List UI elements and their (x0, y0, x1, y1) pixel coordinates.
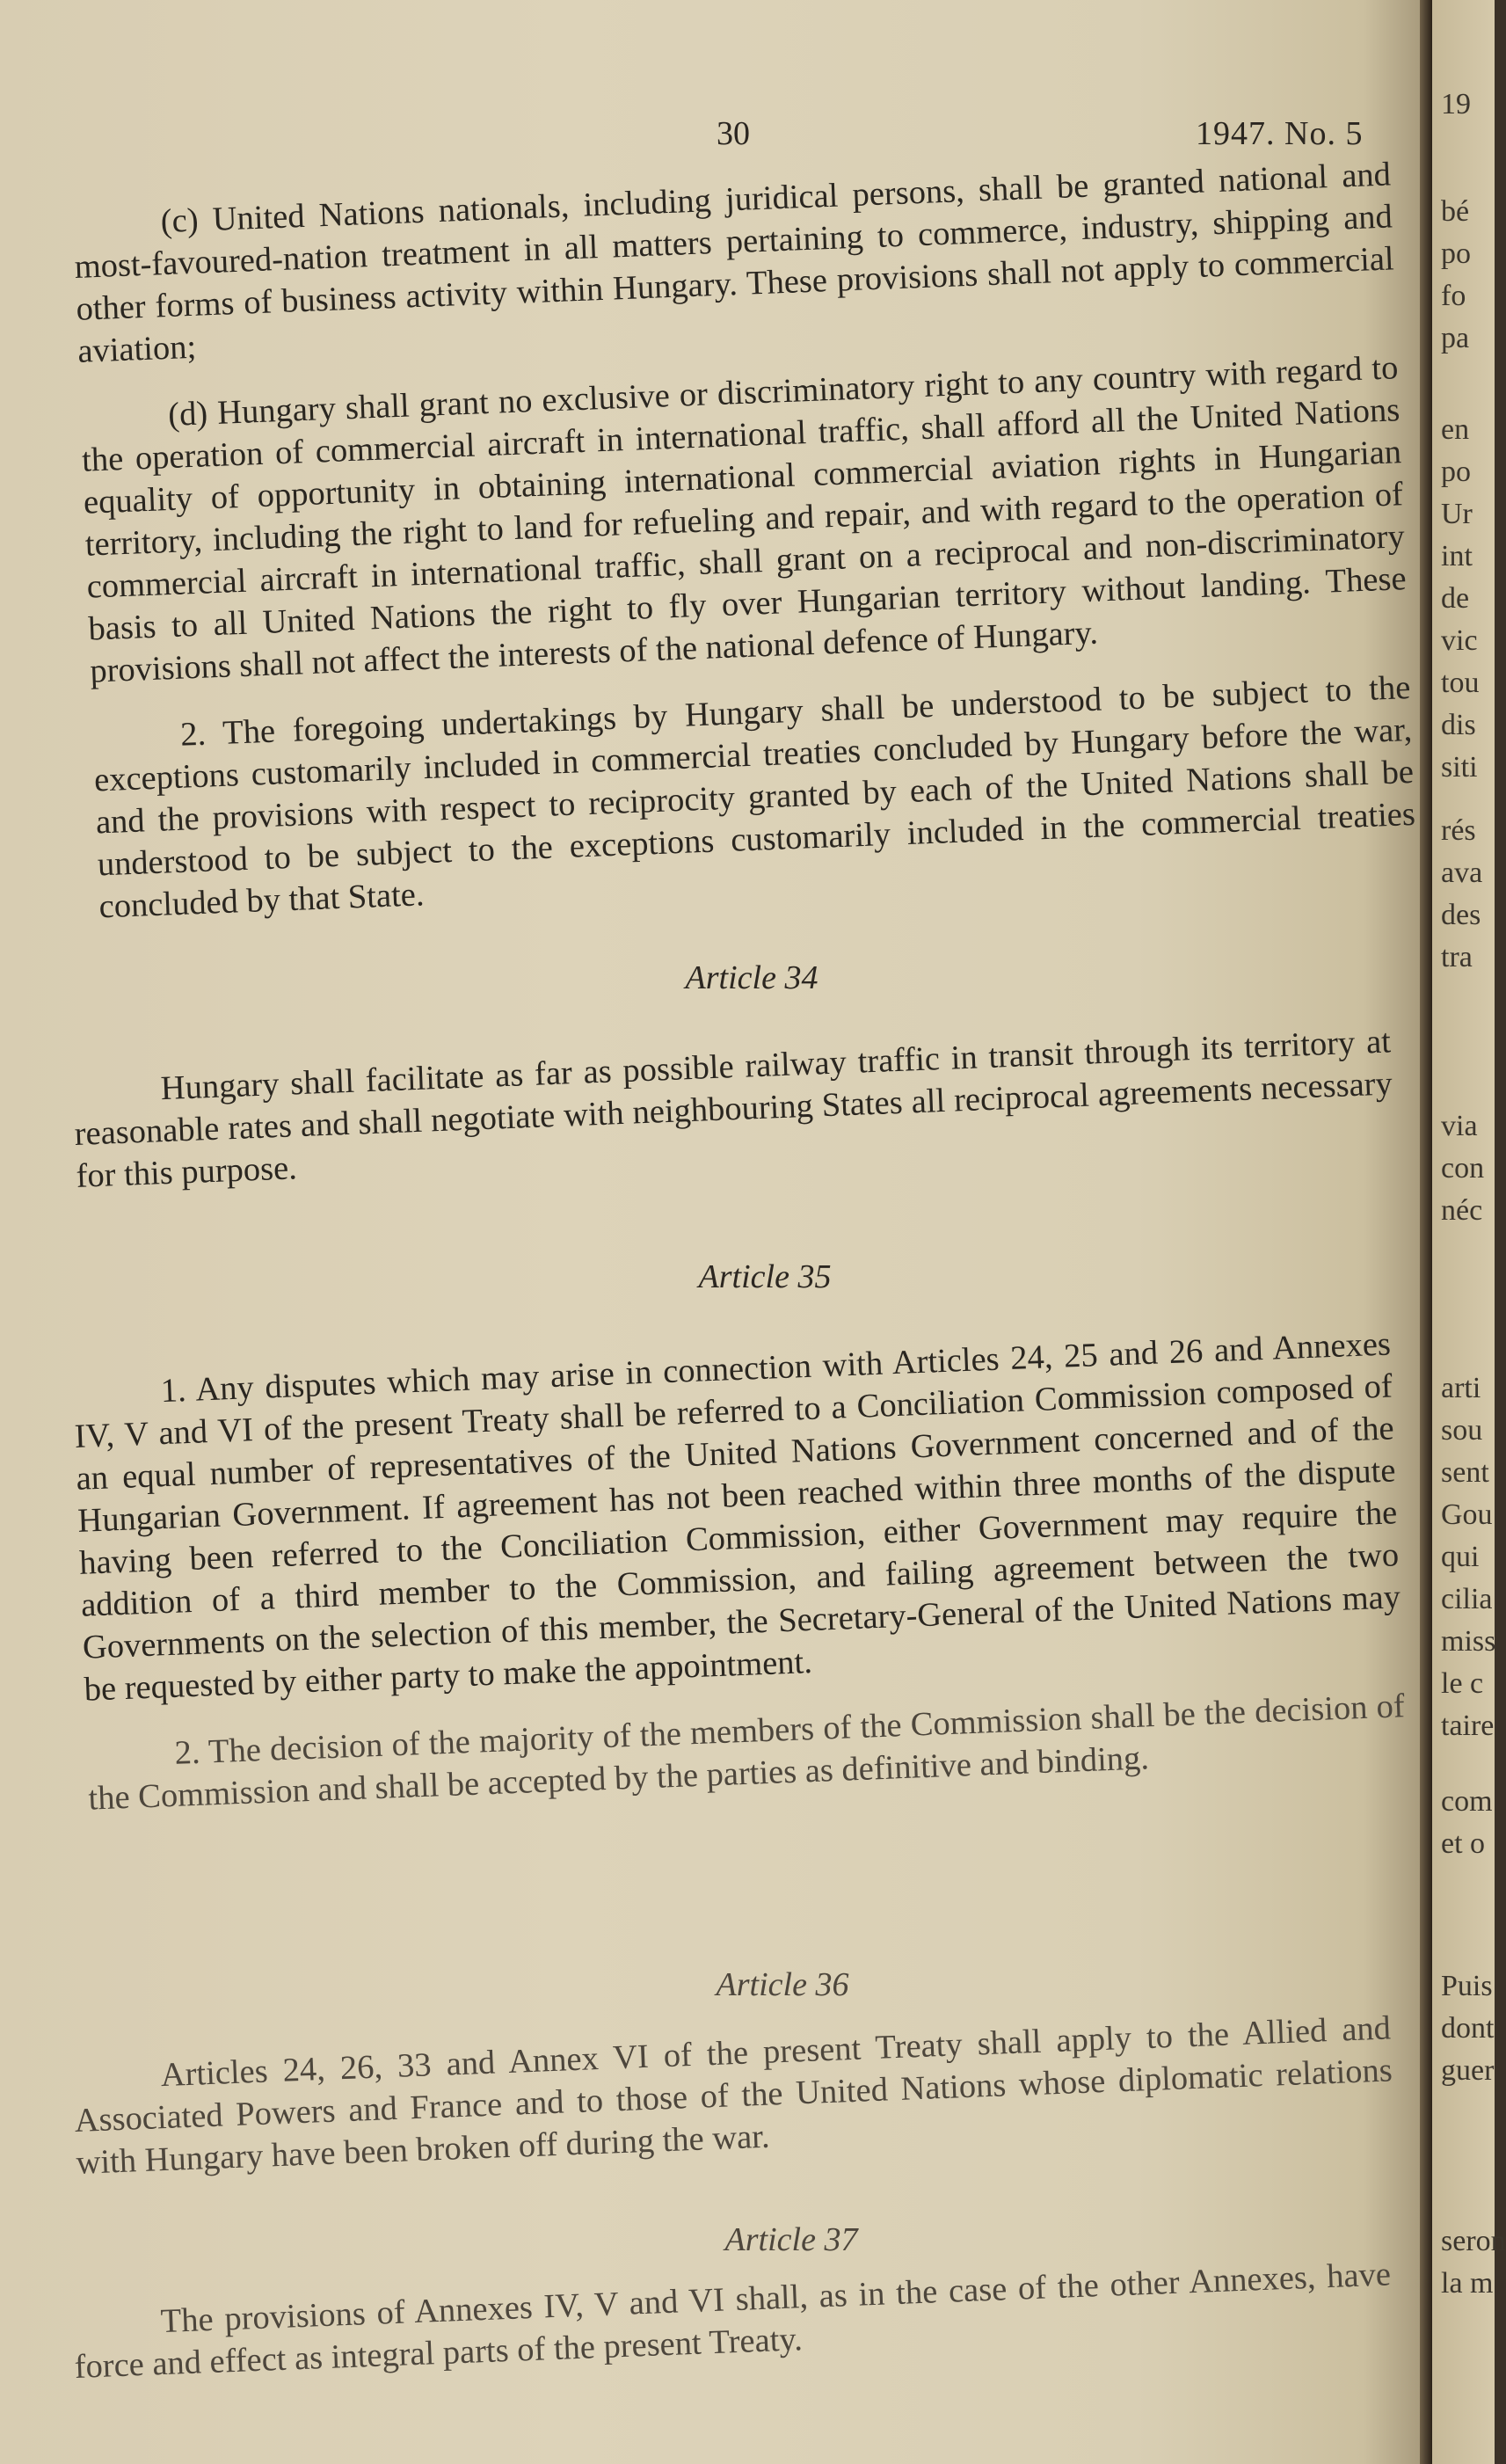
facing-fragment: pa (1441, 322, 1470, 354)
article-37-text: The provisions of Annexes IV, V and VI shall, as in the case of the other Annexes, have force and effect as integral parts of the present Treaty. (73, 2256, 1392, 2386)
facing-fragment: com (1441, 1785, 1493, 1818)
facing-fragment: tou (1441, 667, 1480, 699)
section-c-d-2 (72, 153, 1419, 952)
article-37-heading: Article 37 (724, 2221, 858, 2258)
facing-fragment: Ur (1441, 498, 1473, 530)
facing-fragment: bé (1441, 195, 1470, 228)
facing-fragment: seron (1441, 2225, 1506, 2257)
facing-fragment: Puis (1441, 1970, 1493, 2002)
facing-fragment: siti (1441, 751, 1478, 784)
facing-fragment: vic (1441, 624, 1478, 657)
facing-fragment: tra (1441, 941, 1473, 973)
facing-fragment: des (1441, 899, 1481, 931)
facing-fragment: po (1441, 456, 1471, 488)
paragraph-c: (c) United Nations nationals, including juridical persons, shall be granted national and most-favoured-nation treatment in all matters pertaining to commerce, industry, shipping and other forms of business activity within Hungary. These provisions shall not apply to commercial aviation; (73, 156, 1395, 370)
facing-fragment: sent (1441, 1456, 1489, 1489)
facing-fragment: néc (1441, 1194, 1483, 1227)
article-35-body (72, 1323, 1408, 1844)
facing-fragment: po (1441, 237, 1471, 270)
paragraph-2: 2. The foregoing undertakings by Hungary shall be understood to be subject to the exceptions customarily included in commercial treaties concluded by Hungary before the war, and the provisions with respect to reciprocity granted by each of the United Nations shall be understood to be subject to the exceptions customarily included in the commercial treaties concluded by that State. (93, 668, 1416, 926)
paragraph-d: (d) Hungary shall grant no exclusive or discriminatory right to any country with regard to the operation of commercial aircraft in international traffic, shall afford all the United Nations equality of opportunity in obtaining international commercial aviation rights in Hungarian territory, including the right to land for refueling and repair, and with regard to the operation of commercial aircraft in international traffic, shall grant on a reciprocal and non-discriminatory basis to all United Nations the right to fly over Hungarian territory without landing. These provisions shall not affect the interests of the national defence of Hungary. (81, 349, 1408, 690)
article-34-text: Hungary shall facilitate as far as possible railway traffic in transit through its territory at reasonable rates and shall negotiate with neighbouring States all reciprocal agreements necessary for this purpose. (73, 1023, 1393, 1195)
year-number: 1947. No. 5 (1196, 115, 1364, 152)
article-34-heading: Article 34 (685, 959, 818, 996)
facing-fragment: en (1441, 413, 1470, 446)
facing-fragment: taire (1441, 1709, 1495, 1742)
facing-fragment: de (1441, 582, 1470, 615)
article-35-heading: Article 35 (698, 1258, 832, 1295)
article-36-text: Articles 24, 26, 33 and Annex VI of the present Treaty shall apply to the Allied and Associated Powers and France and to those of the United Nations whose diplomatic relations with Hungary have been broken off during the war. (73, 2009, 1393, 2182)
facing-page-edge (1432, 0, 1506, 2464)
article-34-body (72, 1020, 1395, 1221)
facing-fragment: dont (1441, 2012, 1495, 2045)
article-36-heading: Article 36 (716, 1966, 849, 2003)
facing-fragment: guer (1441, 2054, 1495, 2087)
facing-fragment: int (1441, 540, 1473, 572)
article-36-body (72, 2007, 1395, 2208)
facing-fragment: qui (1441, 1541, 1480, 1573)
book-gutter (1420, 0, 1432, 2464)
page-number: 30 (717, 115, 750, 152)
facing-fragment: cilia (1441, 1583, 1493, 1615)
facing-fragment: la m (1441, 2267, 1494, 2300)
facing-fragment: le c (1441, 1667, 1484, 1700)
facing-fragment: 19 (1441, 88, 1471, 120)
facing-fragment: dis (1441, 709, 1476, 741)
facing-fragment: ava (1441, 857, 1483, 889)
facing-fragment: fo (1441, 280, 1466, 312)
facing-fragment: rés (1441, 814, 1476, 847)
facing-fragment: miss (1441, 1625, 1496, 1658)
facing-fragment: et o (1441, 1827, 1486, 1860)
facing-fragment: Gou (1441, 1498, 1493, 1531)
facing-fragment: sou (1441, 1414, 1483, 1447)
facing-fragment: via (1441, 1110, 1478, 1142)
facing-fragment: con (1441, 1152, 1485, 1185)
article-35-paragraph-1: 1. Any disputes which may arise in connection with Articles 24, 25 and 26 and Annexes IV, V and VI of the present Treaty shall be referred to a Conciliation Commission composed of an equal number of representatives of the United Nations Government concerned and of the Hungarian Government. If agreement has not been reached within three months of the dispute having been referred to the Conciliation Commission, either Government may require the addition of a third member to the Commission, and failing agreement between the two Governments on the selection of this member, the Secretary-General of the United Nations may be requested by either party to make the appointment. (73, 1325, 1401, 1709)
article-37-body (72, 2253, 1394, 2412)
facing-fragment: arti (1441, 1372, 1481, 1404)
article-35-paragraph-2: 2. The decision of the majority of the members of the Commission shall be the decision of the Commission and shall be accepted by the parties as definitive and binding. (87, 1688, 1406, 1818)
